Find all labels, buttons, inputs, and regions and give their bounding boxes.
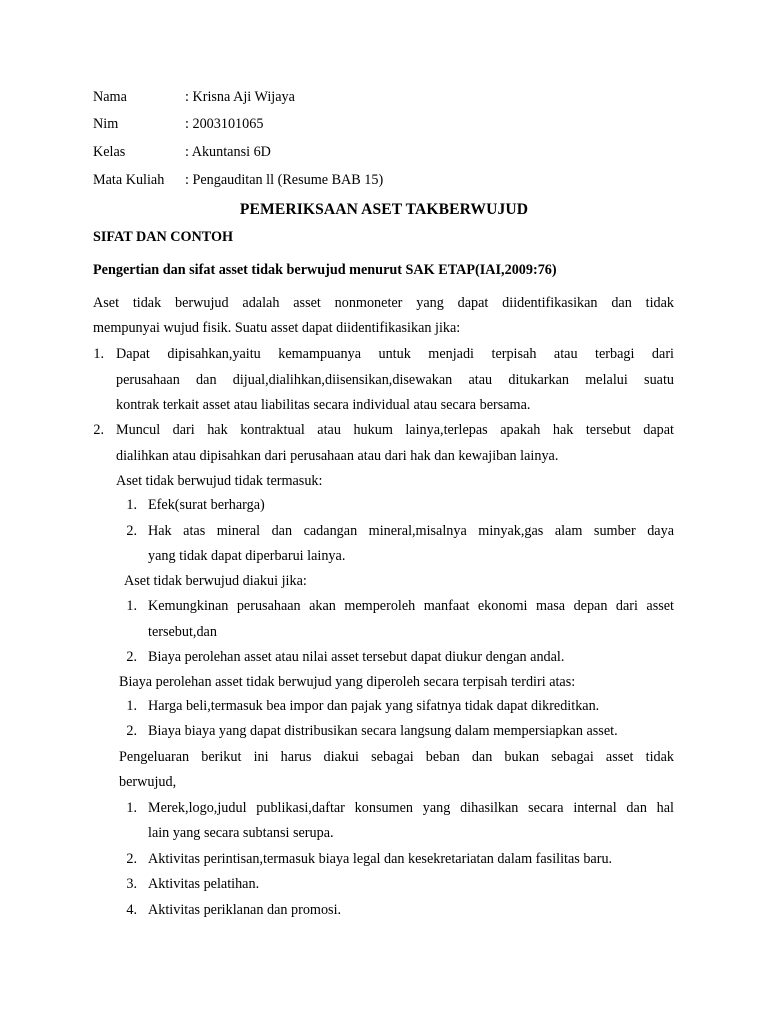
list-item-line: Aktivitas periklanan dan promosi. — [148, 902, 342, 918]
info-value-nim: : 2003101065 — [185, 116, 264, 132]
list-number: 2. — [126, 649, 137, 665]
list-item-line: Biaya biaya yang dapat distribusikan secara langsung dalam mempersiapkan asset. — [148, 723, 618, 739]
list-item-line: Kemungkinan perusahaan akan memperoleh manfaat ekonomi masa depan dari asset — [148, 598, 674, 614]
intro-line: mempunyai wujud fisik. Suatu asset dapat diidentifikasikan jika: — [93, 320, 461, 336]
list-item-line: Biaya perolehan asset atau nilai asset tersebut dapat diukur dengan andal. — [148, 649, 565, 665]
list-number: 1. — [93, 346, 104, 362]
info-value-class: : Akuntansi 6D — [185, 144, 271, 160]
list-number: 2. — [126, 523, 137, 539]
expenses-heading: Pengeluaran berikut ini harus diakui sebagai beban dan bukan sebagai asset tidak — [119, 749, 674, 765]
list-number: 1. — [126, 698, 137, 714]
list-item-line: Aktivitas perintisan,termasuk biaya legal dan kesekretariatan dalam fasilitas baru. — [148, 851, 613, 867]
list-item-line: kontrak terkait asset atau liabilitas secara individual atau secara bersama. — [116, 397, 531, 413]
recognition-heading: Aset tidak berwujud diakui jika: — [124, 573, 307, 589]
list-item-line: yang tidak dapat diperbarui lainya. — [148, 548, 346, 564]
document-title: PEMERIKSAAN ASET TAKBERWUJUD — [239, 201, 529, 218]
cost-heading: Biaya perolehan asset tidak berwujud yang diperoleh secara terpisah terdiri atas: — [119, 674, 576, 690]
list-number: 2. — [93, 422, 104, 438]
list-number: 3. — [126, 876, 137, 892]
list-item-line: tersebut,dan — [148, 624, 217, 640]
info-label-nim: Nim — [93, 116, 119, 132]
list-item-line: Hak atas mineral dan cadangan mineral,misalnya minyak,gas alam sumber daya — [148, 523, 674, 539]
list-item-line: lain yang secara subtansi serupa. — [148, 825, 334, 841]
exclusions-heading: Aset tidak berwujud tidak termasuk: — [116, 473, 323, 489]
info-value-course: : Pengauditan ll (Resume BAB 15) — [185, 172, 384, 188]
info-label-course: Mata Kuliah — [93, 172, 165, 188]
intro-line: Aset tidak berwujud adalah asset nonmoneter yang dapat diidentifikasikan dan tidak — [93, 295, 674, 311]
list-number: 2. — [126, 851, 137, 867]
list-number: 1. — [126, 497, 137, 513]
list-item-line: Merek,logo,judul publikasi,daftar konsumen yang dihasilkan secara internal dan hal — [148, 800, 674, 816]
list-item-line: Aktivitas pelatihan. — [148, 876, 260, 892]
expenses-heading: berwujud, — [119, 774, 177, 790]
list-item-line: Muncul dari hak kontraktual atau hukum lainya,terlepas apakah hak tersebut dapat — [116, 422, 674, 438]
info-label-class: Kelas — [93, 144, 126, 160]
list-item-line: Harga beli,termasuk bea impor dan pajak yang sifatnya tidak dapat dikreditkan. — [148, 698, 600, 714]
list-number: 1. — [126, 598, 137, 614]
info-value-name: : Krisna Aji Wijaya — [185, 89, 295, 105]
list-item-line: Efek(surat berharga) — [148, 497, 265, 513]
list-number: 2. — [126, 723, 137, 739]
list-number: 1. — [126, 800, 137, 816]
list-item-line: Dapat dipisahkan,yaitu kemampuanya untuk menjadi terpisah atau terbagi dari — [116, 346, 674, 362]
list-item-line: dialihkan atau dipisahkan dari perusahaan atau dari hak dan kewajiban lainya. — [116, 448, 559, 464]
info-label-name: Nama — [93, 89, 127, 105]
section-heading: SIFAT DAN CONTOH — [93, 229, 234, 245]
list-item-line: perusahaan dan dijual,dialihkan,diisensikan,disewakan atau ditukarkan melalui suatu — [116, 372, 674, 388]
definition-subheading: Pengertian dan sifat asset tidak berwujud menurut SAK ETAP(IAI,2009:76) — [93, 262, 557, 278]
list-number: 4. — [126, 902, 137, 918]
